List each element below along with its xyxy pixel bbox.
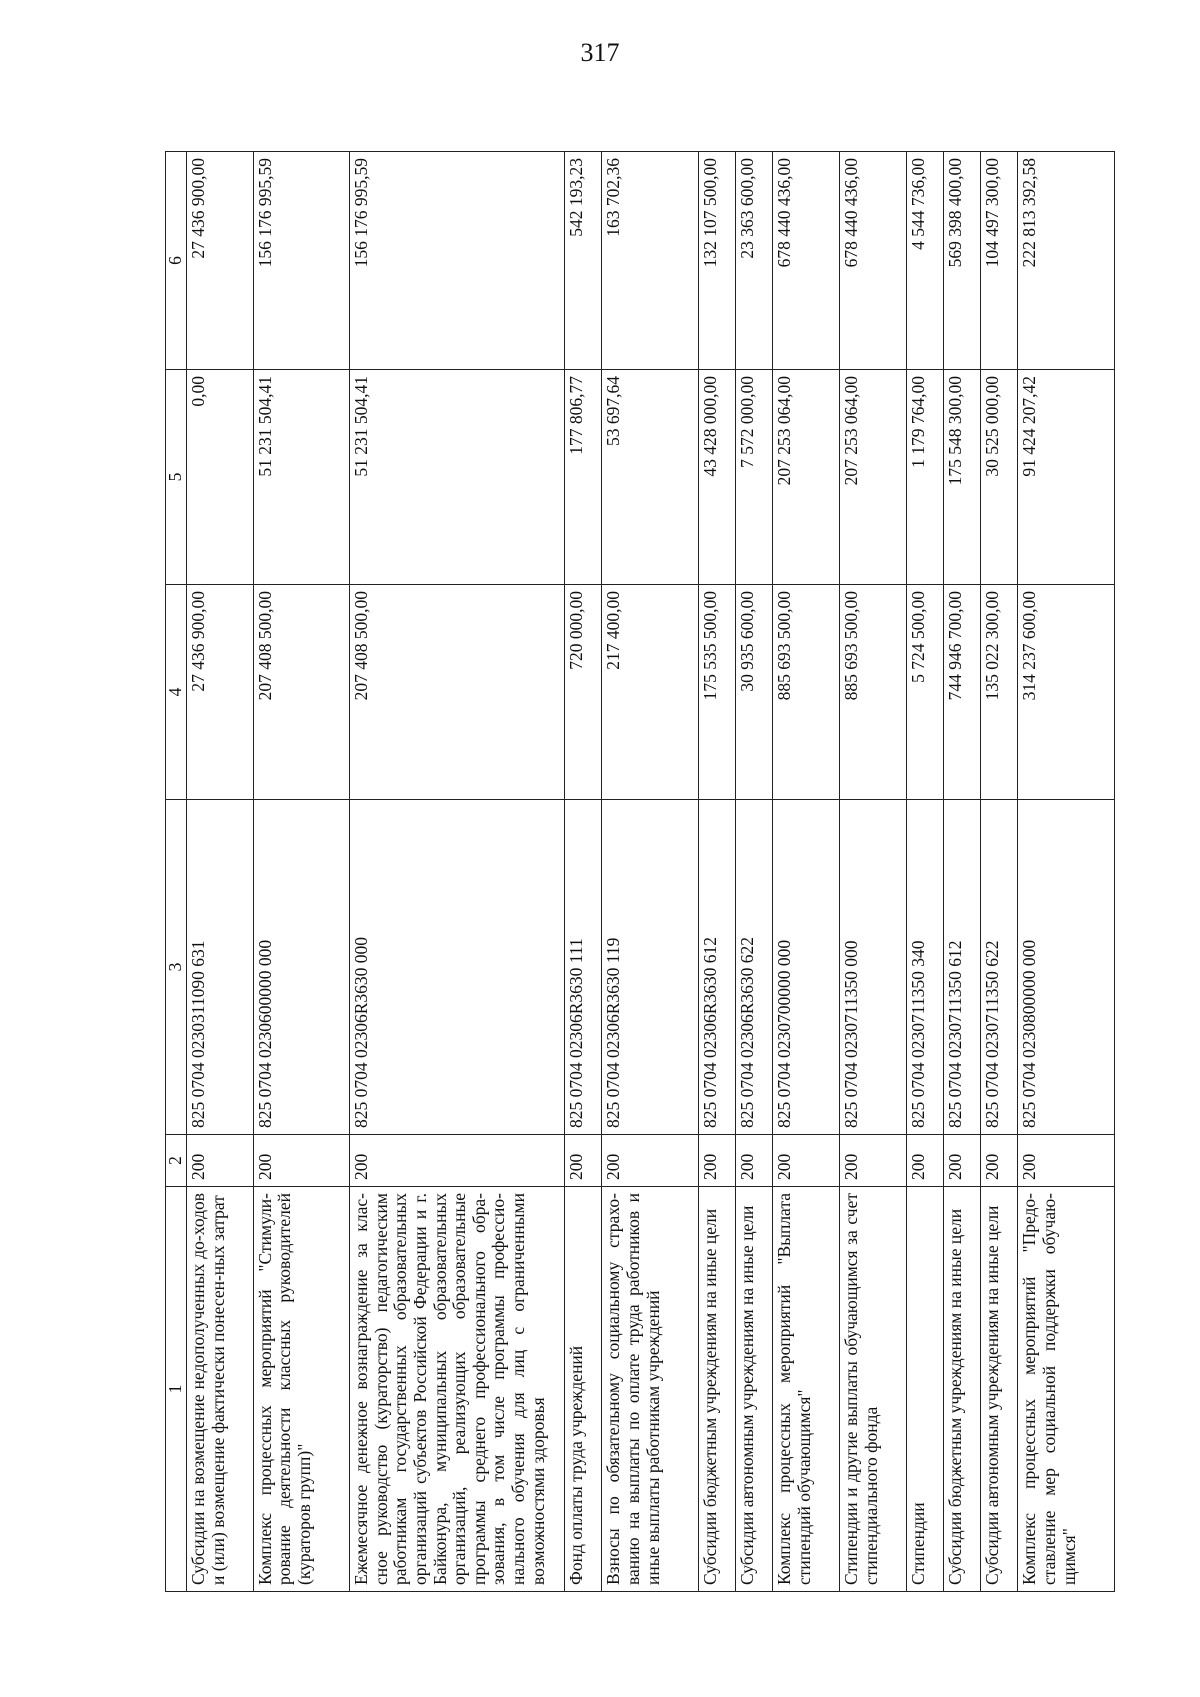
row-name: Субсидии автономным учреждениям на иные цели <box>736 1187 773 1592</box>
row-col5: 30 525 000,00 <box>981 370 1018 585</box>
header-cell-2: 2 <box>166 1135 187 1187</box>
table-row <box>906 152 943 1592</box>
row-col5: 53 697,64 <box>602 370 698 585</box>
row-col6: 678 440 436,00 <box>840 152 907 370</box>
row-name: Субсидии бюджетным учреждениям на иные цели <box>698 1187 735 1592</box>
row-col4: 744 946 700,00 <box>944 585 981 800</box>
table-row <box>944 152 981 1592</box>
header-cell-1: 1 <box>166 1187 187 1592</box>
header-cell-5: 5 <box>166 370 187 585</box>
header-cell-3: 3 <box>166 800 187 1135</box>
row-col4: 135 022 300,00 <box>981 585 1018 800</box>
row-col4: 175 535 500,00 <box>698 585 735 800</box>
row-name: Ежемесячное денежное вознаграждение за клас-сное руководство (кураторство) педагогическим работникам государственных образовательных организаций субъектов Российской Федерации и г. Байконура, муниципальных образовательных организаций, реализующих образовательные программы среднего профессионального обра-зования, в том числе программы профессио-нального обучения для лиц с ограниченными возможностями здоровья <box>350 1187 565 1592</box>
row-col5: 0,00 <box>187 370 254 585</box>
header-row <box>166 152 187 1592</box>
header-cell-6: 6 <box>166 152 187 370</box>
row-code: 825 0704 0230711350 612 <box>944 800 981 1135</box>
row-code: 825 0704 02306R3630 119 <box>602 800 698 1135</box>
row-col2: 200 <box>1018 1135 1115 1187</box>
row-col6: 4 544 736,00 <box>906 152 943 370</box>
row-col6: 23 363 600,00 <box>736 152 773 370</box>
row-code: 825 0704 02306R3630 622 <box>736 800 773 1135</box>
row-col2: 200 <box>944 1135 981 1187</box>
row-col4: 217 400,00 <box>602 585 698 800</box>
table-row <box>350 152 565 1592</box>
budget-table <box>165 151 1115 1592</box>
row-col4: 885 693 500,00 <box>840 585 907 800</box>
row-col5: 177 806,77 <box>565 370 602 585</box>
row-col2: 200 <box>253 1135 349 1187</box>
row-col2: 200 <box>981 1135 1018 1187</box>
row-col5: 207 253 064,00 <box>840 370 907 585</box>
row-col2: 200 <box>698 1135 735 1187</box>
table-row <box>602 152 698 1592</box>
row-name: Субсидии автономным учреждениям на иные цели <box>981 1187 1018 1592</box>
table-row <box>773 152 840 1592</box>
row-name: Субсидии бюджетным учреждениям на иные цели <box>944 1187 981 1592</box>
row-col6: 678 440 436,00 <box>773 152 840 370</box>
row-col6: 104 497 300,00 <box>981 152 1018 370</box>
header-cell-4: 4 <box>166 585 187 800</box>
row-col2: 200 <box>906 1135 943 1187</box>
row-code: 825 0704 02306R3630 000 <box>350 800 565 1135</box>
row-col6: 156 176 995,59 <box>350 152 565 370</box>
table-row <box>253 152 349 1592</box>
table-row <box>736 152 773 1592</box>
row-col4: 207 408 500,00 <box>350 585 565 800</box>
row-col2: 200 <box>565 1135 602 1187</box>
row-code: 825 0704 0230700000 000 <box>773 800 840 1135</box>
row-name: Фонд оплаты труда учреждений <box>565 1187 602 1592</box>
row-col2: 200 <box>602 1135 698 1187</box>
row-col4: 207 408 500,00 <box>253 585 349 800</box>
row-col4: 27 436 900,00 <box>187 585 254 800</box>
table-row <box>840 152 907 1592</box>
row-name: Комплекс процессных мероприятий "Стимули-рование деятельности классных руководителей (кураторов групп)" <box>253 1187 349 1592</box>
row-name: Комплекс процессных мероприятий "Выплата стипендий обучающимся" <box>773 1187 840 1592</box>
table-row <box>565 152 602 1592</box>
row-col2: 200 <box>840 1135 907 1187</box>
row-name: Комплекс процессных мероприятий "Предо-ставление мер социальной поддержки обучаю-щимся" <box>1018 1187 1115 1592</box>
row-col5: 51 231 504,41 <box>253 370 349 585</box>
row-col4: 720 000,00 <box>565 585 602 800</box>
row-col2: 200 <box>187 1135 254 1187</box>
rotated-table-container <box>165 152 1115 1592</box>
row-col2: 200 <box>736 1135 773 1187</box>
table-row <box>698 152 735 1592</box>
row-col6: 222 813 392,58 <box>1018 152 1115 370</box>
row-col6: 542 193,23 <box>565 152 602 370</box>
row-col5: 7 572 000,00 <box>736 370 773 585</box>
row-col4: 30 935 600,00 <box>736 585 773 800</box>
row-col4: 885 693 500,00 <box>773 585 840 800</box>
row-code: 825 0704 0230800000 000 <box>1018 800 1115 1135</box>
row-col6: 27 436 900,00 <box>187 152 254 370</box>
row-col5: 207 253 064,00 <box>773 370 840 585</box>
row-code: 825 0704 0230311090 631 <box>187 800 254 1135</box>
row-code: 825 0704 02306R3630 111 <box>565 800 602 1135</box>
row-col5: 1 179 764,00 <box>906 370 943 585</box>
row-col2: 200 <box>350 1135 565 1187</box>
row-col5: 51 231 504,41 <box>350 370 565 585</box>
row-col5: 175 548 300,00 <box>944 370 981 585</box>
row-col5: 91 424 207,42 <box>1018 370 1115 585</box>
page-number: 317 <box>580 38 620 67</box>
table-row <box>187 152 254 1592</box>
row-col6: 132 107 500,00 <box>698 152 735 370</box>
table-row <box>981 152 1018 1592</box>
table-row <box>1018 152 1115 1592</box>
row-code: 825 0704 0230711350 340 <box>906 800 943 1135</box>
row-col4: 314 237 600,00 <box>1018 585 1115 800</box>
row-col4: 5 724 500,00 <box>906 585 943 800</box>
row-code: 825 0704 02306R3630 612 <box>698 800 735 1135</box>
row-name: Субсидии на возмещение недополученных до-ходов и (или) возмещение фактически понесен-ных затрат <box>187 1187 254 1592</box>
row-col5: 43 428 000,00 <box>698 370 735 585</box>
row-code: 825 0704 0230711350 622 <box>981 800 1018 1135</box>
row-col6: 163 702,36 <box>602 152 698 370</box>
row-name: Стипендии и другие выплаты обучающимся за счет стипендиального фонда <box>840 1187 907 1592</box>
row-code: 825 0704 0230711350 000 <box>840 800 907 1135</box>
row-col6: 569 398 400,00 <box>944 152 981 370</box>
row-col6: 156 176 995,59 <box>253 152 349 370</box>
row-code: 825 0704 0230600000 000 <box>253 800 349 1135</box>
row-name: Взносы по обязательному социальному страхо-ванию на выплаты по оплате труда работников и иные выплаты работникам учреждений <box>602 1187 698 1592</box>
row-name: Стипендии <box>906 1187 943 1592</box>
row-col2: 200 <box>773 1135 840 1187</box>
